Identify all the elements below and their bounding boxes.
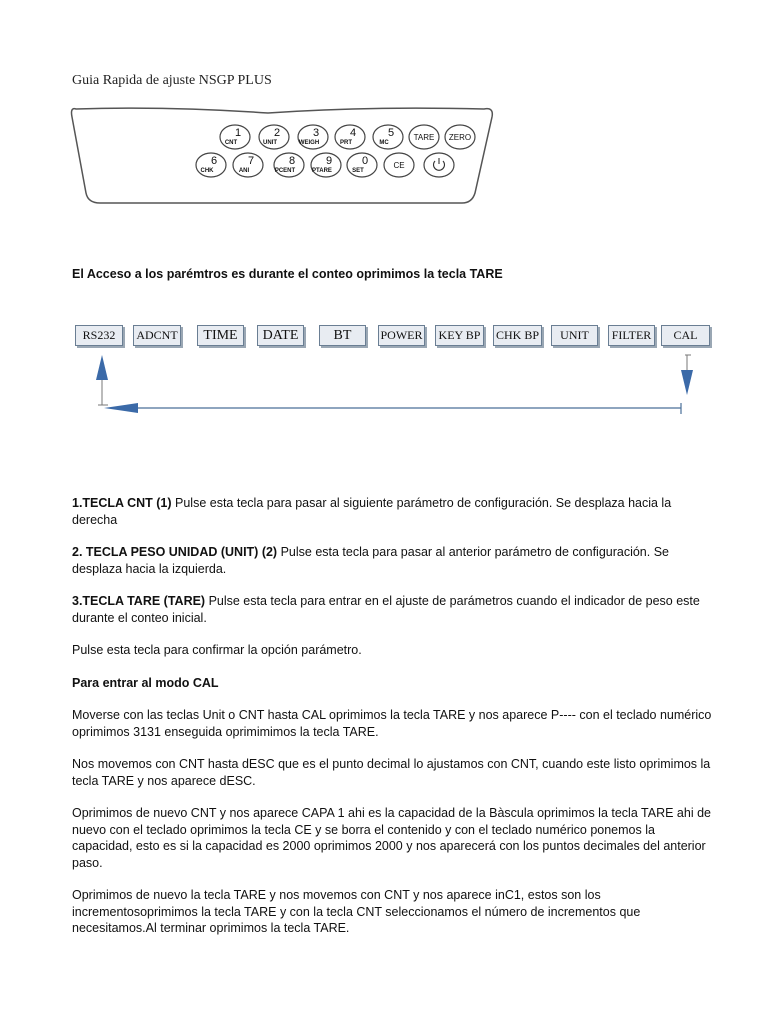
key-function: CNT (224, 140, 238, 146)
parameter-flow-diagram (90, 350, 710, 420)
access-heading: El Acceso a los parémtros es durante el conteo oprimimos la tecla TARE (72, 267, 503, 281)
key-ani (233, 153, 263, 177)
key-function: PCENT (274, 168, 296, 174)
param-box-time: TIME (197, 325, 244, 346)
key-label: TARE (413, 133, 435, 142)
key-number: 7 (247, 155, 255, 167)
key-zero (445, 125, 475, 149)
key-weigh (298, 125, 328, 149)
param-box-adcnt: ADCNT (133, 325, 181, 346)
key-chk (196, 153, 226, 177)
key-ptare (311, 153, 341, 177)
document-title: Guia Rapida de ajuste NSGP PLUS (72, 73, 272, 88)
key-function: CHK (200, 168, 214, 174)
key-label: CE (393, 161, 405, 170)
param-box-date: DATE (257, 325, 304, 346)
key-cnt (220, 125, 250, 149)
paragraph-confirm: Pulse esta tecla para confirmar la opción parámetro. (72, 643, 362, 657)
param-box-unit: UNIT (551, 325, 598, 346)
key-number: 8 (288, 155, 296, 167)
heading-cal-mode: Para entrar al modo CAL (72, 675, 219, 690)
instructions (72, 495, 712, 953)
paragraph-cal-3: Oprimimos de nuevo CNT y nos aparece CAPA 1 ahi es la capacidad de la Bàscula oprimimos la tecla TARE ahi de nuevo con el teclado oprimimos la tecla CE y se borra el contenido y con el teclado numérico ponemos la capacidad, esto es si la capacidad es 2000 oprimimos 2000 y nos aparecerá con los puntos decimales del anterior paso. (72, 806, 711, 870)
key-number: 4 (349, 127, 357, 139)
key-function: PTARE (312, 168, 332, 174)
param-box-bt: BT (319, 325, 366, 346)
key-number: 3 (312, 127, 320, 139)
paragraph-unit: 2. TECLA PESO UNIDAD (UNIT) (2) Pulse esta tecla para pasar al anterior parámetro de configuración. Se desplaza hacia la izquierda. (72, 545, 669, 576)
key-number: 6 (210, 155, 218, 167)
paragraph-cal-4: Oprimimos de nuevo la tecla TARE y nos movemos con CNT y nos aparece inC1, estos son los incrementosoprimimos la tecla TARE y con la tecla CNT seleccionamos el número de incrementos que necesitamos.Al terminar oprimimos la tecla TARE. (72, 888, 641, 935)
param-box-key-bp: KEY BP (435, 325, 484, 346)
keypad-svg (68, 103, 498, 213)
key-function: WEIGH (298, 140, 320, 146)
left-arrow-icon (104, 403, 138, 413)
param-box-rs232: RS232 (75, 325, 123, 346)
key-tare (409, 125, 439, 149)
paragraph-tare: 3.TECLA TARE (TARE) Pulse esta tecla para entrar en el ajuste de parámetros cuando el indicador de peso este durante el conteo inicial. (72, 594, 700, 625)
key-function: PRT (340, 140, 352, 146)
key-prt (335, 125, 365, 149)
paragraph-cal-2: Nos movemos con CNT hasta dESC que es el punto decimal lo ajustamos con CNT, cuando este listo oprimimos la tecla TARE y nos aparece dESC. (72, 757, 711, 788)
key-number: 9 (325, 155, 333, 167)
key-function: MC (379, 140, 389, 146)
param-box-chk-bp: CHK BP (493, 325, 542, 346)
key-power-icon (424, 153, 454, 177)
key-pcent (274, 153, 304, 177)
paragraph-cal-1: Moverse con las teclas Unit o CNT hasta CAL oprimimos la tecla TARE y nos aparece P---- con el teclado numérico oprimimos 3131 enseguida oprimimimos la tecla TARE. (72, 708, 712, 739)
key-number: 2 (273, 127, 281, 139)
up-arrow-icon (96, 355, 108, 380)
param-box-filter: FILTER (608, 325, 655, 346)
key-ce (384, 153, 414, 177)
paragraph-cnt: 1.TECLA CNT (1) Pulse esta tecla para pasar al siguiente parámetro de configuración. Se desplaza hacia la derecha (72, 496, 672, 527)
param-box-cal: CAL (661, 325, 710, 346)
key-number: 5 (387, 127, 395, 139)
key-unit (259, 125, 289, 149)
key-function: ANI (238, 168, 250, 174)
key-number: 1 (234, 127, 242, 139)
key-set (347, 153, 377, 177)
keypad-illustration (68, 103, 498, 213)
key-number: 0 (361, 155, 369, 167)
key-mc (373, 125, 403, 149)
down-arrow-icon (681, 370, 693, 395)
key-label: ZERO (448, 133, 472, 142)
key-function: UNIT (263, 140, 277, 146)
key-function: SET (352, 168, 364, 174)
param-box-power: POWER (378, 325, 425, 346)
